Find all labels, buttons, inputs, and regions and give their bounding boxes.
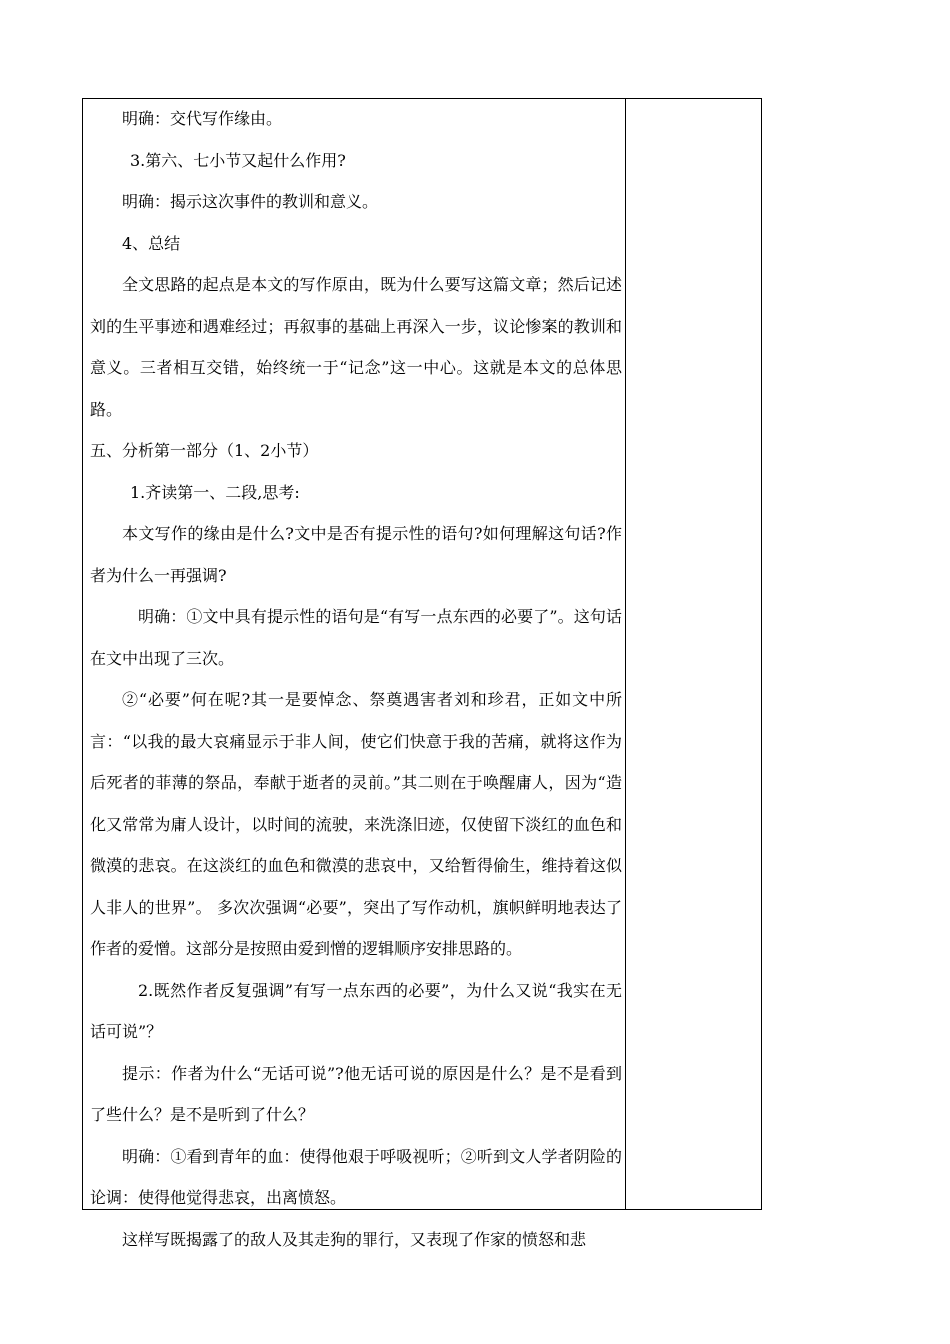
hint-paragraph: 提示：作者为什么“无话可说”?他无话可说的原因是什么？是不是看到了些什么？是不是听到了什么？: [90, 1063, 622, 1124]
summary-paragraph: 全文思路的起点是本文的写作原由，既为什么要写这篇文章；然后记述刘的生平事迹和遇难经过；再叙事的基础上再深入一步，议论惨案的教训和意义。三者相互交错，始终统一于“记念”这一中心。这就是本文的总体思路。: [90, 275, 622, 419]
question-paragraph: 本文写作的缘由是什么?文中是否有提示性的语句?如何理解这句话?作者为什么一再强调?: [90, 524, 622, 585]
answer-paragraph: 明确：交代写作缘由。: [122, 109, 283, 128]
answer-paragraph: 明确：①文中具有提示性的语句是“有写一点东西的必要了”。这句话在文中出现了三次。: [90, 607, 622, 668]
section-heading: 4、总结: [122, 233, 181, 253]
answer-paragraph: 明确：揭示这次事件的教训和意义。: [122, 192, 379, 211]
section-heading: 五、分析第一部分（1、2小节）: [90, 441, 319, 460]
table-column-divider: [625, 98, 626, 1210]
analysis-paragraph: ②“必要”何在呢?其一是要悼念、祭奠遇害者刘和珍君，正如文中所言：“以我的最大哀痛显示于非人间，使它们快意于我的苦痛，就将这作为后死者的菲薄的祭品，奉献于逝者的灵前。”其二则在于唤醒庸人，因为“造化又常常为庸人设计，以时间的流驶，来洗涤旧迹，仅使留下淡红的血色和微漠的悲哀。在这淡红的血色和微漠的悲哀中，又给暂得偷生，维持着这似人非人的世界”。 多次次强调“必要”，突出了写作动机，旗帜鲜明地表达了作者的爱憎。这部分是按照由爱到憎的逻辑顺序安排思路的。: [90, 690, 622, 958]
analysis-paragraph: 这样写既揭露了的敌人及其走狗的罪行，又表现了作家的愤怒和悲: [122, 1229, 587, 1249]
question-paragraph: 3.第六、七小节又起什么作用?: [130, 150, 346, 170]
question-paragraph: 1.齐读第一、二段,思考:: [130, 482, 300, 502]
question-paragraph: 2.既然作者反复强调”有写一点东西的必要”，为什么又说“我实在无话可说”？: [90, 980, 622, 1041]
answer-paragraph: 明确：①看到青年的血：使得他艰于呼吸视听；②听到文人学者阴险的论调：使得他觉得悲哀，出离愤怒。: [90, 1146, 622, 1207]
lesson-content-cell: [90, 98, 622, 1260]
